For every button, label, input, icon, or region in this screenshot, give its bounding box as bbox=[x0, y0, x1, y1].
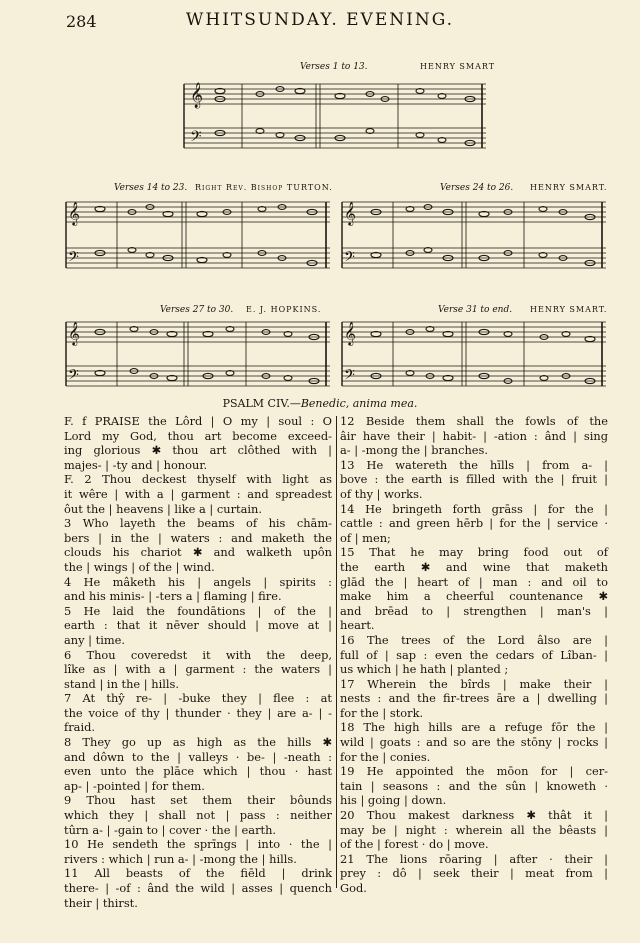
psalm-line: any | time. bbox=[64, 632, 126, 647]
psalm-line: F. 2 Thou deckest thyself with light as bbox=[64, 472, 332, 487]
svg-text:𝄢: 𝄢 bbox=[68, 249, 79, 269]
chant-1-score bbox=[180, 72, 490, 162]
psalm-line: clouds his chariot ✱ and walketh upôn bbox=[64, 545, 332, 560]
psalm-number: PSALM CIV.— bbox=[222, 397, 301, 410]
chant-1-composer: HENRY SMART bbox=[420, 62, 496, 71]
psalm-line: lîke as | with a | garment : the waters | bbox=[64, 662, 332, 677]
svg-text:𝄢: 𝄢 bbox=[344, 249, 355, 269]
svg-text:𝄢: 𝄢 bbox=[190, 128, 202, 149]
psalm-line: their | thirst. bbox=[64, 895, 138, 910]
psalm-line: 21 The lions rōaring | after · their | bbox=[340, 851, 608, 866]
psalm-line: Lord my God, thou art become exceed- bbox=[64, 428, 332, 443]
psalm-line: which they | shall not | pass : neither bbox=[64, 808, 332, 823]
psalm-line: and dôwn to the | valleys · be- | -neath : bbox=[64, 749, 332, 764]
svg-text:𝄞: 𝄞 bbox=[344, 321, 356, 345]
psalm-line: ing glorious ✱ thou art clôthed with | bbox=[64, 443, 332, 458]
psalm-line: 16 The trees of the Lord âlso are | bbox=[340, 632, 608, 647]
psalm-line: 5 He laid the foundātions | of the | bbox=[64, 603, 332, 618]
psalm-line: the | wings | of the | wind. bbox=[64, 559, 215, 574]
psalm-line: it wêre | with a | garment : and spreadest bbox=[64, 486, 332, 501]
psalm-line: heart. bbox=[340, 618, 375, 633]
psalm-line: 17 Wherein the bîrds | make their | bbox=[340, 676, 608, 691]
psalm-line: may be | night : wherein all the bêasts | bbox=[340, 822, 608, 837]
psalm-line: 8 They go up as high as the hills ✱ bbox=[64, 735, 332, 750]
chant-2-score bbox=[62, 192, 334, 282]
svg-text:𝄢: 𝄢 bbox=[344, 367, 355, 387]
chant-3-composer: HENRY SMART. bbox=[530, 183, 608, 192]
psalm-line: make him a cheerful countenance ✱ bbox=[340, 589, 608, 604]
psalm-line: glād the | heart of | man : and oil to bbox=[340, 574, 608, 589]
page-number: 284 bbox=[66, 12, 97, 31]
psalm-line: 4 He mâketh his | angels | spirits : bbox=[64, 574, 332, 589]
psalm-line: wild | goats : and so are the stōny | rocks | bbox=[340, 735, 608, 750]
psalm-line: F. f PRAISE the Lôrd | O my | soul : O bbox=[64, 414, 332, 428]
psalm-line: full of | sap : even the cedars of Lîban- | bbox=[340, 647, 608, 662]
psalm-line: God. bbox=[340, 881, 367, 895]
psalm-line: bers | in the | waters : and maketh the bbox=[64, 530, 332, 545]
psalm-line: 18 The high hills are a refuge fōr the | bbox=[340, 720, 608, 735]
psalm-line: tûrn a- | -gain to | cover · the | earth. bbox=[64, 822, 277, 837]
psalm-line: earth : that it nēver should | move at | bbox=[64, 618, 332, 633]
psalm-line: ap- | -pointed | for them. bbox=[64, 778, 205, 793]
psalm-line: 10 He sendeth the sprīngs | into · the | bbox=[64, 837, 332, 852]
chant-3-score bbox=[338, 192, 610, 282]
chant-4-score bbox=[62, 314, 334, 396]
psalm-line: there- | -of : ând the wild | asses | quench bbox=[64, 881, 332, 895]
psalm-line: majes- | -ty and | honour. bbox=[64, 457, 208, 472]
psalm-line: cattle : and green hērb | for the | service · bbox=[340, 516, 608, 531]
psalm-line: even unto the plāce which | thou · hast bbox=[64, 764, 332, 779]
chant-5-composer: HENRY SMART. bbox=[530, 305, 608, 314]
psalm-line: tain | seasons : and the sûn | knoweth · bbox=[340, 778, 608, 793]
psalm-latin-title: Benedic, anima mea. bbox=[300, 397, 418, 410]
psalm-line: for the | conies. bbox=[340, 749, 431, 764]
psalm-text-right-column bbox=[340, 414, 608, 896]
psalm-line: 9 Thou hast set them their bôunds bbox=[64, 793, 332, 808]
psalm-line: 15 That he may bring food out of bbox=[340, 545, 608, 560]
page-header bbox=[0, 8, 640, 32]
psalm-line: the earth ✱ and wine that maketh bbox=[340, 559, 608, 574]
psalm-line: for the | stork. bbox=[340, 705, 424, 720]
psalm-line: âir have their | habit- | -ation : ând | sing bbox=[340, 428, 608, 443]
psalm-line: 7 At thŷ re- | -buke they | flee : at bbox=[64, 691, 332, 706]
svg-text:𝄢: 𝄢 bbox=[68, 367, 79, 387]
psalm-line: stand | in the | hills. bbox=[64, 676, 179, 691]
psalm-line: nests : and the fir-trees āre a | dwelling | bbox=[340, 691, 608, 706]
svg-text:𝄞: 𝄞 bbox=[344, 201, 356, 225]
psalm-line: and brēad to | strengthen | man's | bbox=[340, 603, 608, 618]
chant-4-verses: Verses 27 to 30. bbox=[160, 305, 234, 315]
chant-5-verses: Verse 31 to end. bbox=[438, 305, 513, 315]
chant-4-composer: E. J. HOPKINS. bbox=[246, 305, 322, 314]
psalm-line: us which | he hath | planted ; bbox=[340, 662, 509, 677]
psalm-line: rivers : which | run a- | -mong the | hills. bbox=[64, 851, 297, 866]
psalm-line: ôut the | heavens | like a | curtain. bbox=[64, 501, 262, 516]
svg-text:𝄞: 𝄞 bbox=[68, 321, 80, 345]
svg-text:𝄞: 𝄞 bbox=[190, 83, 204, 108]
psalm-line: the voice of thy | thunder · they | are a- | -fraid. bbox=[64, 705, 332, 735]
chant-2-verses: Verses 14 to 23. bbox=[114, 183, 188, 193]
psalm-line: 3 Who layeth the beams of his chām- bbox=[64, 516, 332, 531]
chant-3-verses: Verses 24 to 26. bbox=[440, 183, 514, 193]
psalm-line: 20 Thou makest darkness ✱ thât it | bbox=[340, 808, 608, 823]
psalm-line: bove : the earth is fīlled with the | fruit | bbox=[340, 472, 608, 487]
psalm-line: of the | forest · do | move. bbox=[340, 837, 489, 852]
psalm-line: 12 Beside them shall the fowls of the bbox=[340, 414, 608, 428]
psalm-line: 11 All beasts of the fiēld | drink bbox=[64, 866, 332, 881]
psalm-line: 6 Thou coveredst it with the deep, bbox=[64, 647, 332, 662]
psalm-line: his | going | down. bbox=[340, 793, 447, 808]
svg-text:𝄞: 𝄞 bbox=[68, 201, 80, 225]
psalm-line: 13 He watereth the hīlls | from a- | bbox=[340, 457, 608, 472]
chant-2-composer: Right Rev. Bishop TURTON. bbox=[195, 183, 333, 192]
psalm-line: of | men; bbox=[340, 530, 391, 545]
psalm-heading bbox=[0, 397, 640, 410]
psalm-line: prey : dô | seek their | meat from | bbox=[340, 866, 608, 881]
psalm-text-left-column bbox=[64, 414, 332, 910]
page-title: WHITSUNDAY. EVENING. bbox=[185, 10, 455, 30]
psalm-line: 19 He appointed the mōon for | cer- bbox=[340, 764, 608, 779]
psalm-line: 14 He bringeth forth grāss | for the | bbox=[340, 501, 608, 516]
chant-5-score bbox=[338, 314, 610, 396]
psalm-line: of thy | works. bbox=[340, 486, 423, 501]
chant-1-verses: Verses 1 to 13. bbox=[300, 62, 368, 72]
psalm-line: and his minis- | -ters a | flaming | fire. bbox=[64, 589, 282, 604]
column-divider bbox=[336, 416, 337, 888]
psalm-line: a- | -mong the | branches. bbox=[340, 443, 488, 458]
